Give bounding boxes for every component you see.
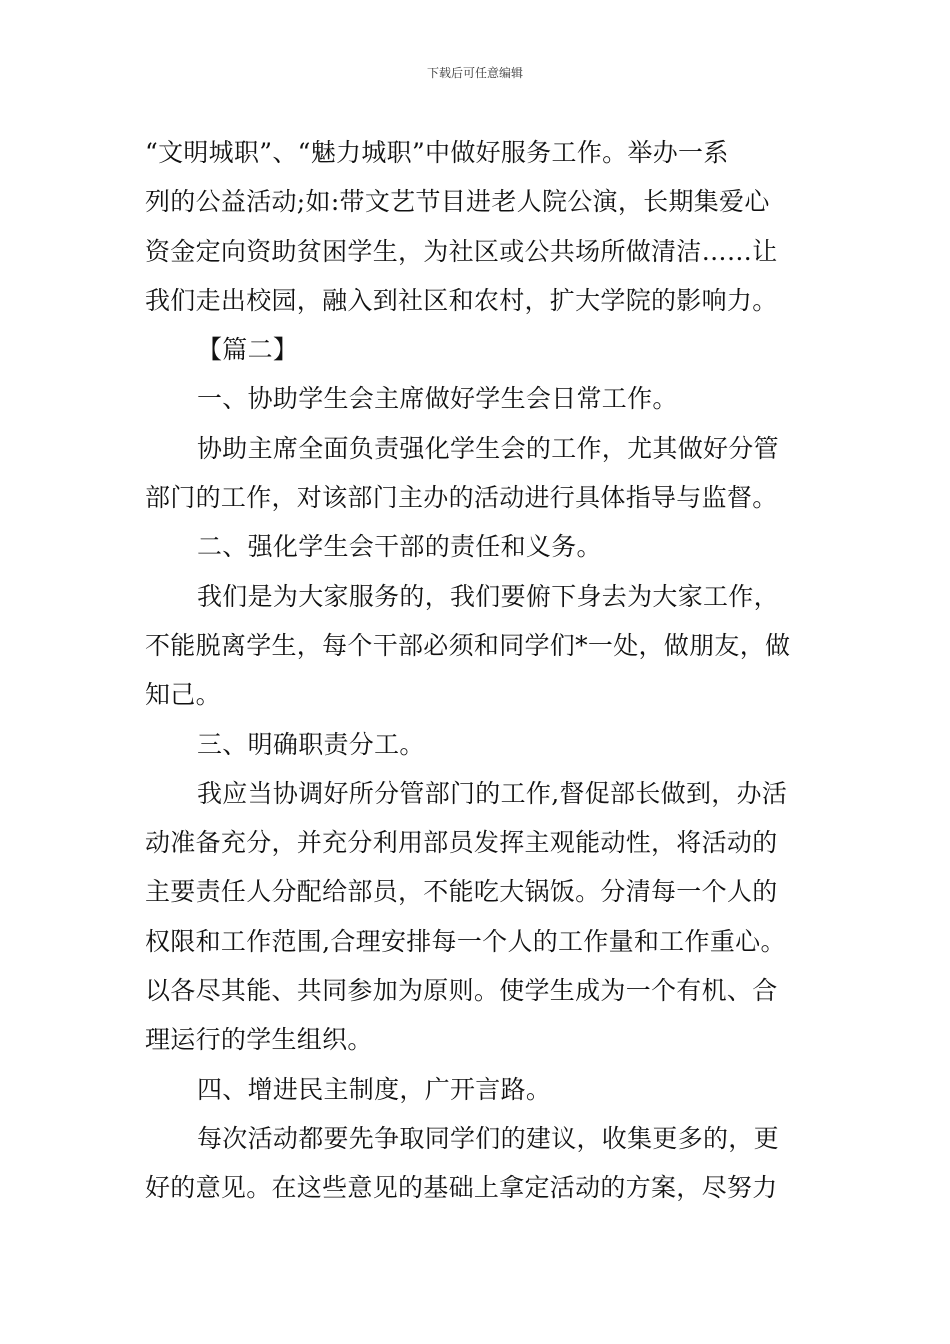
text-line: 权限和工作范围,合理安排每一个人的工作量和工作重心。 (145, 926, 786, 956)
text-line: 三、明确职责分工。 (197, 729, 425, 759)
text-line: 协助主席全面负责强化学生会的工作，尤其做好分管 (197, 433, 779, 463)
page-header-note: 下载后可任意编辑 (426, 66, 523, 80)
text-line: 知己。 (145, 680, 221, 710)
text-line: 我们走出校园，融入到社区和农村，扩大学院的影响力。 (145, 285, 778, 315)
text-line: “文明城职”、“魅力城职”中做好服务工作。举办一系 (145, 138, 729, 167)
text-line: 以各尽其能、共同参加为原则。使学生成为一个有机、合 (145, 976, 778, 1006)
document-body (145, 128, 810, 1213)
text-line: 四、增进民主制度，广开言路。 (197, 1074, 552, 1104)
text-line: 每次活动都要先争取同学们的建议，收集更多的，更 (197, 1123, 779, 1153)
text-line: 【篇二】 (197, 335, 299, 365)
text-line: 主要责任人分配给部员，不能吃大锅饭。分清每一个人的 (145, 877, 778, 907)
text-line: 不能脱离学生，每个干部必须和同学们*一处，做朋友，做 (145, 630, 791, 660)
text-line: 资金定向资助贫困学生，为社区或公共场所做清洁……让 (145, 236, 778, 266)
text-line: 理运行的学生组织。 (145, 1025, 373, 1055)
text-line: 一、协助学生会主席做好学生会日常工作。 (197, 384, 678, 414)
text-line: 我应当协调好所分管部门的工作,督促部长做到，办活 (197, 778, 788, 808)
text-line: 我们是为大家服务的，我们要俯下身去为大家工作， (197, 581, 779, 611)
text-line: 二、强化学生会干部的责任和义务。 (197, 532, 602, 562)
text-line: 好的意见。在这些意见的基础上拿定活动的方案，尽努力 (145, 1173, 778, 1203)
text-line: 部门的工作，对该部门主办的活动进行具体指导与监督。 (145, 483, 778, 513)
text-line: 动准备充分，并充分利用部员发挥主观能动性，将活动的 (145, 828, 778, 858)
text-line: 列的公益活动;如:带文艺节目进老人院公演，长期集爱心 (145, 187, 770, 217)
